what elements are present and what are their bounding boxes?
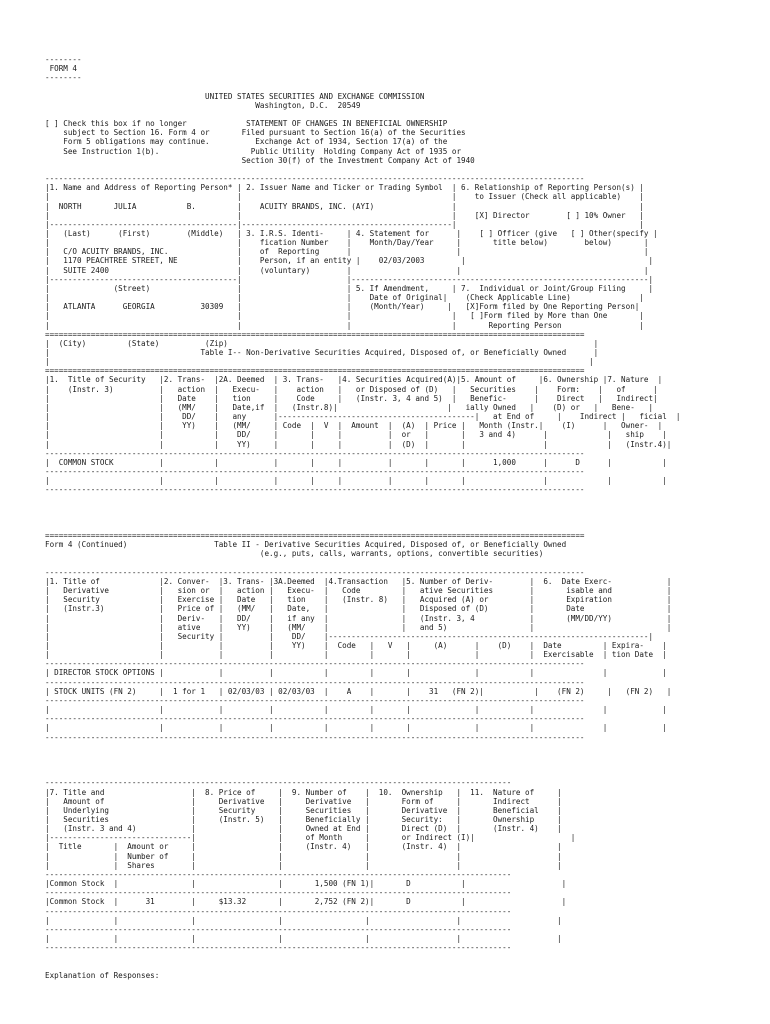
table-1-non-derivative: ====================================================================================================================== |1. Title of Security |2. Trans- |2A. Deemed | 3. Trans- |4. Securities Acquired(A)|5. Amount of |6. Ownership |7. Nature | | (Instr. 3) | action | Execu- | action | or Disposed of (D) | Securities | Form: | of | | | Date | tion | Code | (Instr. 3, 4 and 5) | Benefic- | Direct | Indirect| | | (MM/ | Date,if | (Instr.8)| | ially Owned | (D) or | Bene- | | | DD/ | any |-------------------------------------------| at End of | Indirect | ficial | | | YY) | (MM/ | Code | V | Amount | (A) | Price | Month (Instr.| (I) | Owner- | | | | DD/ | | | | or | | 3 and 4) | | ship | | | | YY) | | | | (D) | | | | (Instr.4)| ---------------------------------------------------------------------------------------------------------------------- | COMMON STOCK | | | | | | | | 1,000 | D | | ---------------------------------------------------------------------------------------------------------------------- | | | | | | | | | | | | ---------------------------------------------------------------------------------------------------------------------- ====================================================================================================================== Form 4 (Continued) Table II - Derivative Securities Acquired, Disposed of, or Beneficially Owned (e.g., puts, calls, warrants, options, convertible securities) xyxy=(45,366,681,559)
reporting-person-section: ---------------------------------------------------------------------------------------------------------------------- |1. Name and Address of Reporting Person* | 2. Issuer Name and Ticker or Trading Symbol | 6. Relationship of Reporting Person(s) | | | | to Issuer (Check all applicable) | | NORTH JULIA B. | ACUITY BRANDS, INC. (AYI) | | | | | [X] Director [ ] 10% Owner | |-----------------------------------------|----------------------------------------------| | | (Last) (First) (Middle) | 3. I.R.S. Identi- | 4. Statement for | [ ] Officer (give [ ] Other(specify | | | fication Number | Month/Day/Year | title below) below) | | C/O ACUITY BRANDS, INC. | of Reporting | | | | 1170 PEACHTREE STREET, NE | Person, if an entity | 02/03/2003 | | | SUITE 2400 | (voluntary) | | | |-----------------------------------------| |-----------------------------------------------------------------| | (Street) | | 5. If Amendment, | 7. Individual or Joint/Group Filing | | | | Date of Original| (Check Applicable Line) | | ATLANTA GEORGIA 30309 | | (Month/Year) | [X]Form filed by One Reporting Person| | | | | [ ]Form filed by More than One | | | | | Reporting Person | ====================================================================================================================== | (City) (State) (Zip) | | Table I-- Non-Derivative Securities Acquired, Disposed of, or Beneficially Owned | | | xyxy=(45,174,658,367)
form-label: -------- FORM 4 -------- xyxy=(45,55,82,83)
commission-header: UNITED STATES SECURITIES AND EXCHANGE COMMISSION Washington, D.C. 20549 [ ] Check this box if no longer STATEMENT OF CHANGES IN BENEFICIAL OWNERSHIP subject to Section 16. Form 4 or Filed pursuant to Section 16(a) of the Securities Form 5 obligations may continue. Exchange Act of 1934, Section 17(a) of the See Instruction 1(b). Public Utility Holding Company Act of 1935 or Section 30(f) of the Investment Company Act of 1940 xyxy=(45,91,475,165)
table-2-derivative: ---------------------------------------------------------------------------------------------------------------------- |1. Title of |2. Conver- |3. Trans- |3A.Deemed |4.Transaction |5. Number of Deriv- | 6. Date Exerc- | | Derivative | sion or | action | Execu- | Code | ative Securities | isable and | | Security | Exercise | Date | tion | (Instr. 8) | Acquired (A) or | Expiration | | (Instr.3) | Price of | (MM/ | Date, | | Disposed of (D) | Date | | | Deriv- | DD/ | if any | | (Instr. 3, 4 | (MM/DD/YY) | | | ative | YY) | (MM/ | | and 5) | | | | Security | | DD/ |----------------------------------------------------------------------| | | | | YY) | Code | V | (A) | (D) | Date | Expira- | | | | | | | | | | Exercisable | tion Date | ---------------------------------------------------------------------------------------------------------------------- | DIRECTOR STOCK OPTIONS | | | | | | | | | | ---------------------------------------------------------------------------------------------------------------------- | STOCK UNITS (FN 2) | 1 for 1 | 02/03/03 | 02/03/03 | A | | 31 (FN 2)| | (FN 2) | (FN 2) | ---------------------------------------------------------------------------------------------------------------------- | | | | | | | | | | | ---------------------------------------------------------------------------------------------------------------------- | | | | | | | | | | | ---------------------------------------------------------------------------------------------------------------------- xyxy=(45,567,672,742)
form-4-document xyxy=(45,55,680,980)
table-2-continued: ------------------------------------------------------------------------------------------------------ |7. Title and | 8. Price of | 9. Number of | 10. Ownership | 11. Nature of | | Amount of | Derivative | Derivative | Form of | Indirect | | Underlying | Security | Securities | Derivative | Beneficial | | Securities | (Instr. 5) | Beneficially | Security: | Ownership | | (Instr. 3 and 4) | | Owned at End | Direct (D) | (Instr. 4) | |-------------------------------| | of Month | or Indirect (I)| | | Title | Amount or | | (Instr. 4) | (Instr. 4) | | | | Number of | | | | | | | Shares | | | | | ------------------------------------------------------------------------------------------------------ |Common Stock | | | 1,500 (FN 1)| D | | ------------------------------------------------------------------------------------------------------ |Common Stock | 31 | $13.32 | 2,752 (FN 2)| D | | ------------------------------------------------------------------------------------------------------ | | | | | | | ------------------------------------------------------------------------------------------------------ | | | | | | | ------------------------------------------------------------------------------------------------------ Explanation of Responses: xyxy=(45,778,576,980)
